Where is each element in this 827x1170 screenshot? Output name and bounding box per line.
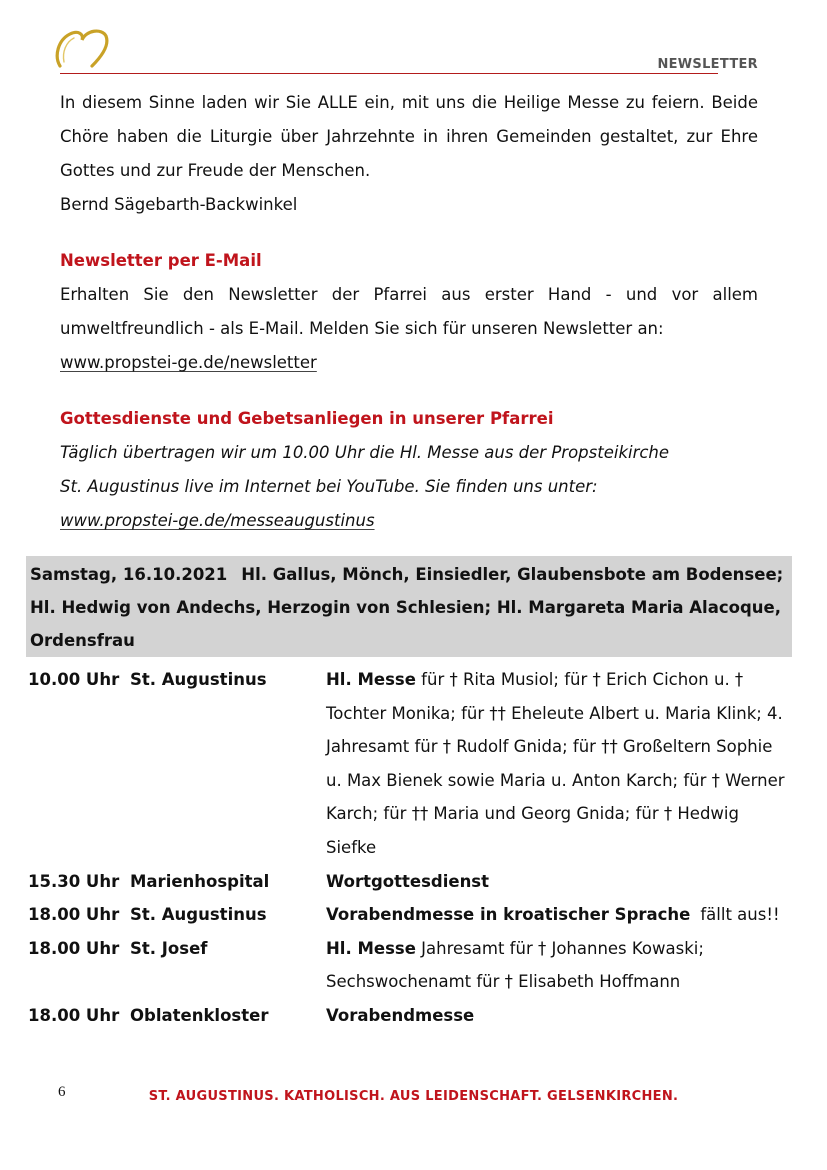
schedule-row	[26, 932, 792, 999]
services-text-line-2: St. Augustinus live im Internet bei YouTube. Sie finden uns unter:	[60, 477, 598, 496]
schedule-row	[26, 663, 792, 865]
header-divider	[60, 73, 718, 74]
newsletter-header-label: NEWSLETTER	[657, 57, 758, 72]
entry-title: Hl. Messe	[326, 670, 416, 689]
entry-time: 18.00 Uhr	[28, 1005, 120, 1025]
entry-description	[326, 898, 792, 932]
newsletter-text: Erhalten Sie den Newsletter der Pfarrei aus erster Hand - und vor allem umweltfreundlich - als E-Mail. Melden Sie sich für unseren Newsletter an:	[60, 285, 758, 338]
entry-title: Vorabendmesse in kroatischer Sprache	[326, 905, 691, 925]
entry-description	[326, 865, 792, 899]
services-heading: Gottesdienste und Gebetsanliegen in unserer Pfarrei	[60, 409, 554, 428]
services-link[interactable]: www.propstei-ge.de/messeaugustinus	[60, 511, 375, 530]
service-schedule	[26, 556, 792, 1033]
entry-time: 18.00 Uhr	[28, 905, 120, 925]
entry-details: Jahresamt für † Johannes Kowaski; Sechswochenamt für † Elisabeth Hoffmann	[326, 938, 704, 992]
schedule-row	[26, 898, 792, 932]
entry-title: Vorabendmesse	[326, 1005, 475, 1025]
intro-paragraph: In diesem Sinne laden wir Sie ALLE ein, mit uns die Heilige Messe zu feiern. Beide Chöre haben die Liturgie über Jahrzehnte in ihren Gemeinden gestaltet, zur Ehre Gottes und zur Freude der Menschen.	[60, 93, 758, 180]
entry-time: 18.00 Uhr	[28, 938, 120, 958]
footer-tagline: ST. AUGUSTINUS. KATHOLISCH. AUS LEIDENSCHAFT. GELSENKIRCHEN.	[148, 1089, 679, 1104]
day-header	[26, 556, 792, 657]
intro-author: Bernd Sägebarth-Backwinkel	[60, 195, 298, 214]
entry-description	[326, 932, 792, 999]
entry-description	[326, 999, 792, 1033]
entry-place: St. Josef	[130, 938, 208, 958]
newsletter-heading: Newsletter per E-Mail	[60, 251, 262, 270]
schedule-row	[26, 999, 792, 1033]
day-date: Samstag, 16.10.2021	[30, 565, 228, 584]
entry-description	[326, 663, 792, 865]
entry-place: St. Augustinus	[130, 670, 267, 689]
schedule-row	[26, 865, 792, 899]
entry-time: 10.00 Uhr	[28, 670, 120, 689]
entry-title: Wortgottesdienst	[326, 871, 490, 891]
newsletter-link[interactable]: www.propstei-ge.de/newsletter	[60, 353, 317, 372]
services-text-line-1: Täglich übertragen wir um 10.00 Uhr die Hl. Messe aus der Propsteikirche	[60, 443, 670, 462]
main-content	[60, 86, 758, 538]
page-number: 6	[58, 1084, 66, 1100]
entry-place: St. Augustinus	[130, 905, 267, 925]
entry-time: 15.30 Uhr	[28, 871, 120, 891]
entry-place: Oblatenkloster	[130, 1005, 269, 1025]
entry-cancel-note: fällt aus!!	[700, 905, 780, 925]
entry-place: Marienhospital	[130, 871, 270, 891]
entry-details: für † Rita Musiol; für † Erich Cichon u. † Tochter Monika; für †† Eheleute Albert u. Maria Klink; 4. Jahresamt für † Rudolf Gnida; für †† Großeltern Sophie u. Max Bienek sowie Maria u. Anton Karch; für † Werner Karch; für †† Maria und Georg Gnida; für † Hedwig Siefke	[326, 670, 785, 857]
day-saints: Hl. Gallus, Mönch, Einsiedler, Glaubensbote am Bodensee; Hl. Hedwig von Andechs, Herzogin von Schlesien; Hl. Margareta Maria Alacoque, Ordensfrau	[30, 565, 784, 650]
gold-heart-logo-icon	[52, 26, 110, 74]
entry-title: Hl. Messe	[326, 938, 416, 958]
